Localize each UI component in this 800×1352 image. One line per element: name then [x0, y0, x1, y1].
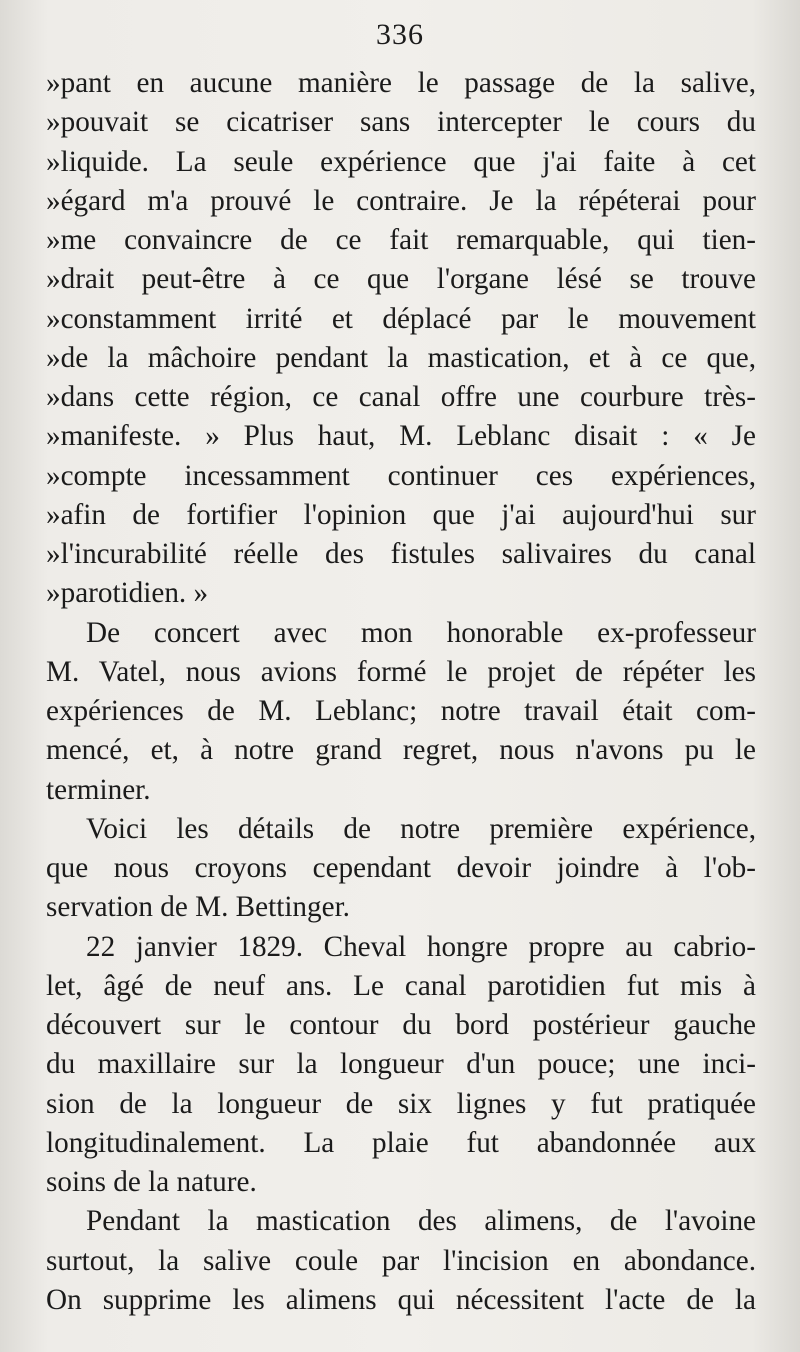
text-line: »l'incurabilité réelle des fistules salivaires du canal	[46, 538, 756, 570]
text-line: »constamment irrité et déplacé par le mouvement	[46, 302, 756, 335]
text-line: servation de M. Bettinger.	[46, 891, 350, 924]
text-line: »drait peut-être à ce que l'organe lésé se trouve	[46, 263, 756, 296]
text-line: découvert sur le contour du bord postérieur gauche	[46, 1009, 756, 1041]
text-line: »dans cette région, ce canal offre une courbure très-	[46, 381, 756, 413]
text-line: »parotidien. »	[46, 577, 209, 610]
text-line: »pant en aucune manière le passage de la salive,	[46, 67, 756, 99]
text-line: soins de la nature.	[46, 1166, 257, 1198]
text-line: »compte incessamment continuer ces expériences,	[46, 459, 756, 492]
text-line: mencé, et, à notre grand regret, nous n'avons pu le	[46, 734, 756, 767]
text-line: »manifeste. » Plus haut, M. Leblanc disait : « Je	[46, 420, 756, 453]
body-text	[46, 64, 756, 1320]
text-line: »afin de fortifier l'opinion que j'ai aujourd'hui sur	[46, 498, 756, 531]
text-line: que nous croyons cependant devoir joindre à l'ob-	[46, 852, 756, 884]
text-line: On supprime les alimens qui nécessitent l'acte de la	[46, 1283, 756, 1316]
text-line: longitudinalement. La plaie fut abandonnée aux	[46, 1126, 756, 1159]
text-line: terminer.	[46, 773, 151, 806]
text-line: »liquide. La seule expérience que j'ai faite à cet	[46, 145, 756, 178]
text-line: 22 janvier 1829. Cheval hongre propre au cabrio-	[86, 930, 756, 963]
text-line: du maxillaire sur la longueur d'un pouce; une inci-	[46, 1048, 756, 1081]
text-line: sion de la longueur de six lignes y fut pratiquée	[46, 1087, 756, 1120]
text-line: M. Vatel, nous avions formé le projet de répéter les	[46, 655, 756, 688]
text-line: Pendant la mastication des alimens, de l'avoine	[86, 1205, 756, 1238]
text-line: surtout, la salive coule par l'incision en abondance.	[46, 1244, 756, 1277]
text-line: Voici les détails de notre première expérience,	[86, 812, 756, 845]
text-line: »me convaincre de ce fait remarquable, qui tien-	[46, 224, 756, 256]
page-number: 336	[376, 18, 424, 51]
text-line: De concert avec mon honorable ex-professeur	[86, 616, 756, 649]
text-line: »pouvait se cicatriser sans intercepter le cours du	[46, 106, 756, 139]
text-line: »égard m'a prouvé le contraire. Je la répéterai pour	[46, 184, 756, 217]
text-line: expériences de M. Leblanc; notre travail était com-	[46, 695, 756, 727]
text-line: »de la mâchoire pendant la mastication, et à ce que,	[46, 341, 756, 374]
text-line: let, âgé de neuf ans. Le canal parotidien fut mis à	[46, 969, 756, 1002]
